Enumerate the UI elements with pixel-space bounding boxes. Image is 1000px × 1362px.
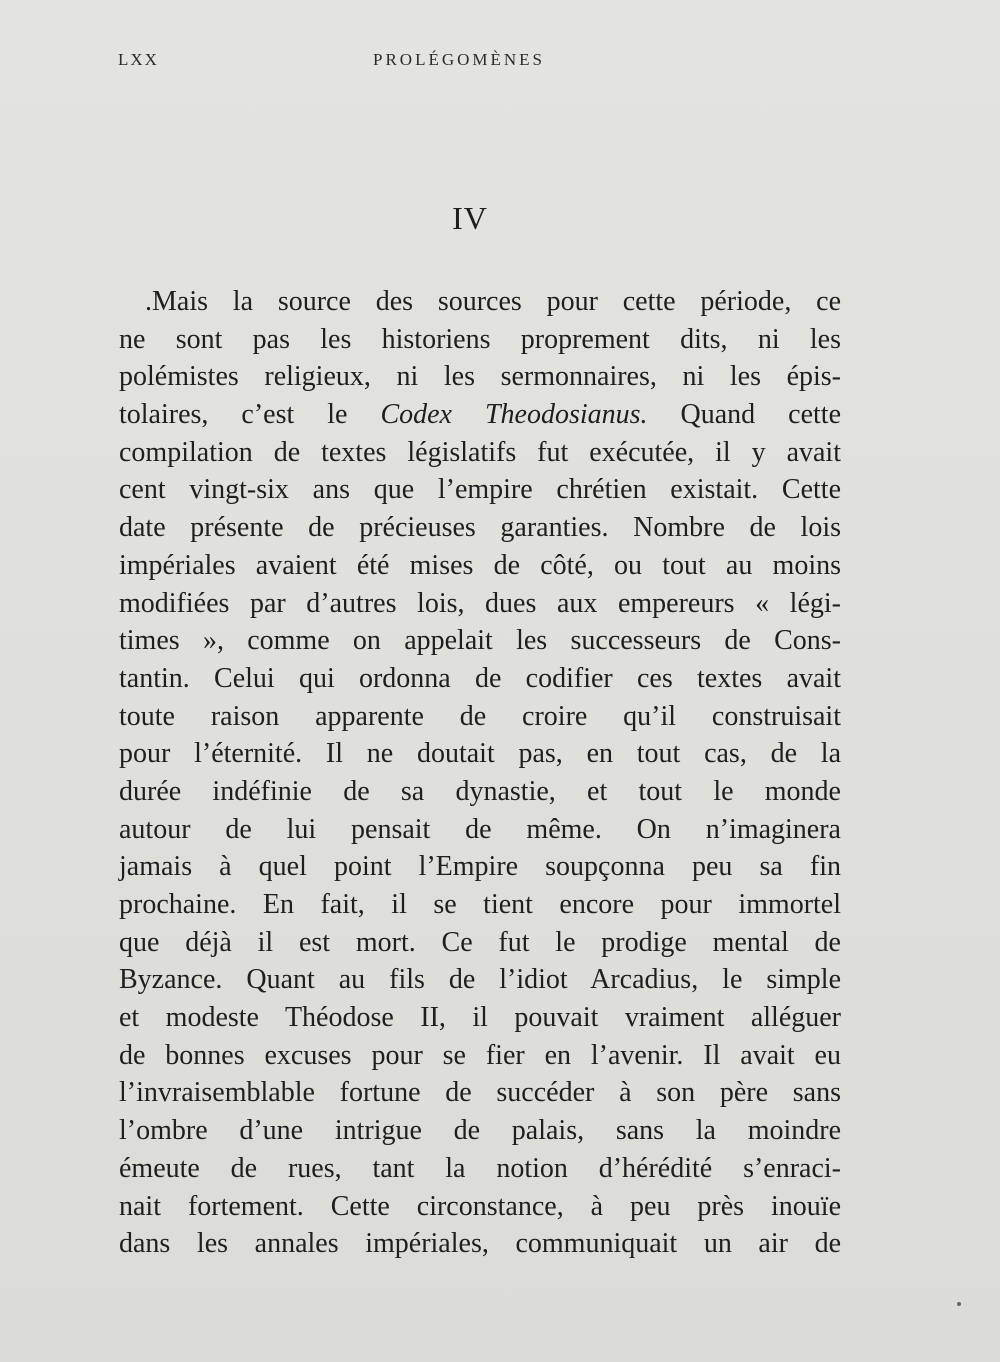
text-line: tantin. Celui qui ordonna de codifier ces textes avait <box>119 662 841 694</box>
text-line: dans les annales impériales, communiquait un air de <box>119 1228 841 1260</box>
text-line: toute raison apparente de croire qu’il construisait <box>119 700 841 732</box>
text-line: autour de lui pensait de même. On n’imaginera <box>119 813 841 845</box>
text-line: modifiées par d’autres lois, dues aux empereurs « légi- <box>119 587 841 619</box>
text-line: durée indéfinie de sa dynastie, et tout le monde <box>119 775 841 807</box>
text-line: jamais à quel point l’Empire soupçonna peu sa fin <box>119 851 841 883</box>
text-line: compilation de textes législatifs fut exécutée, il y avait <box>119 436 841 468</box>
text-line: et modeste Théodose II, il pouvait vraiment alléguer <box>119 1002 841 1034</box>
text-line: ne sont pas les historiens proprement dits, ni les <box>119 323 841 355</box>
text-line: l’invraisemblable fortune de succéder à son père sans <box>119 1077 841 1109</box>
text-line: polémistes religieux, ni les sermonnaires, ni les épis- <box>119 361 841 393</box>
running-title: PROLÉGOMÈNES <box>373 50 546 69</box>
page-header <box>118 50 840 78</box>
section-heading: IV <box>452 200 488 236</box>
text-line: tolaires, c’est le Codex Theodosianus. Quand cette <box>119 399 841 431</box>
text-line: que déjà il est mort. Ce fut le prodige mental de <box>119 926 841 958</box>
text-line: impériales avaient été mises de côté, ou tout au moins <box>119 549 841 581</box>
text-line: cent vingt-six ans que l’empire chrétien existait. Cette <box>119 474 841 506</box>
page-number: LXX <box>118 50 159 69</box>
text-line: nait fortement. Cette circonstance, à peu près inouïe <box>119 1190 841 1222</box>
body-text <box>119 283 841 1263</box>
text-line: date présente de précieuses garanties. Nombre de lois <box>119 512 841 544</box>
text-line: .Mais la source des sources pour cette période, ce <box>145 286 841 317</box>
italic-title: Codex Theodosianus. <box>380 399 648 431</box>
text-line: l’ombre d’une intrigue de palais, sans la moindre <box>119 1115 841 1147</box>
text-line: de bonnes excuses pour se fier en l’avenir. Il avait eu <box>119 1039 841 1071</box>
text-line: émeute de rues, tant la notion d’hérédité s’enraci- <box>119 1152 841 1184</box>
text-line: pour l’éternité. Il ne doutait pas, en tout cas, de la <box>119 738 841 770</box>
text-line: times », comme on appelait les successeurs de Cons- <box>119 625 841 657</box>
text-line: prochaine. En fait, il se tient encore pour immortel <box>119 889 841 920</box>
print-speck <box>957 1302 961 1306</box>
text-line: Byzance. Quant au fils de l’idiot Arcadius, le simple <box>119 964 841 996</box>
